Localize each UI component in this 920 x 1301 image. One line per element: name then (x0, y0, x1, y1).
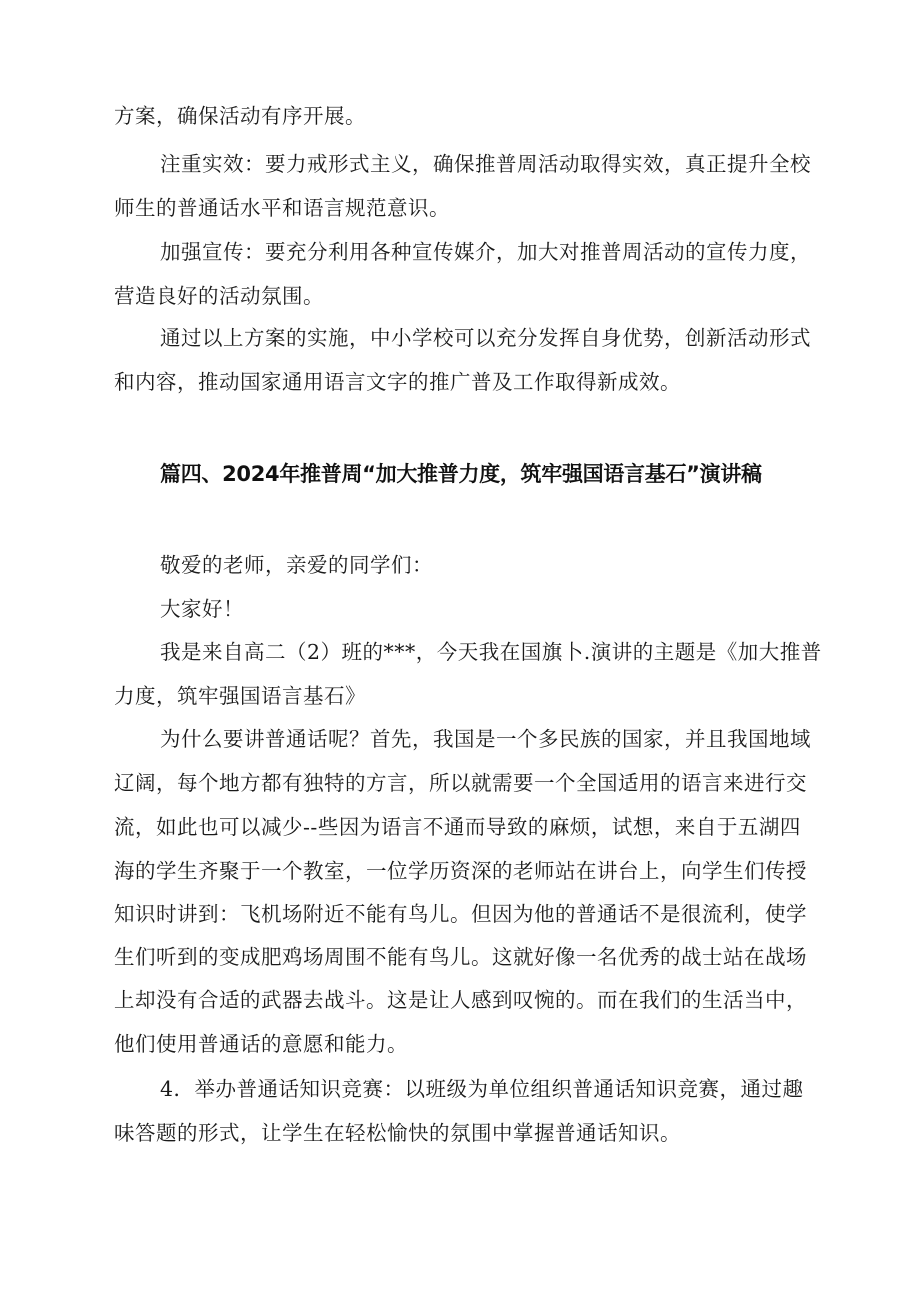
paragraph-line: 他们使用普通话的意愿和能力。 (114, 1032, 408, 1056)
paragraph-line: 海的学生齐聚于一个教室，一位学历资深的老师站在讲台上，向学生们传授 (114, 859, 807, 883)
paragraph-line: 营造良好的活动氛围。 (114, 284, 324, 308)
paragraph-line: 辽阔，每个地方都有独特的方言，所以就需要一个全国适用的语言来进行交 (114, 771, 807, 795)
paragraph-line: 生们听到的变成肥鸡场周围不能有鸟儿。这就好像一名优秀的战士站在战场 (114, 945, 807, 969)
paragraph-line: 注重实效：要力戒形式主义，确保推普周活动取得实效，真正提升全校 (160, 152, 811, 176)
paragraph-line: 师生的普通话水平和语言规范意识。 (114, 196, 450, 220)
paragraph-line: 通过以上方案的实施，中小学校可以充分发挥自身优势，创新活动形式 (160, 326, 811, 350)
paragraph-line: 加强宣传：要充分利用各种宣传媒介，加大对推普周活动的宣传力度， (160, 240, 811, 264)
paragraph-line: 知识时讲到：飞机场附近不能有鸟儿。但因为他的普通话不是很流利，使学 (114, 902, 807, 926)
paragraph-line: 和内容，推动国家通用语言文字的推广普及工作取得新成效。 (114, 370, 681, 394)
paragraph-line: 4．举办普通话知识竞赛：以班级为单位组织普通话知识竞赛，通过趣 (160, 1077, 804, 1101)
paragraph-line: 大家好！ (160, 597, 244, 621)
paragraph-line: 味答题的形式，让学生在轻松愉快的氛围中掌握普通话知识。 (114, 1121, 681, 1145)
paragraph-line: 力度，筑牢强国语言基石》 (114, 684, 366, 708)
section-heading: 篇四、2024年推普周“加大推普力度，筑牢强国语言基石”演讲稿 (160, 462, 762, 486)
paragraph-line: 为什么要讲普通话呢？首先，我国是一个多民族的国家，并且我国地域 (160, 727, 811, 751)
paragraph-line: 我是来自高二（2）班的***，今天我在国旗卜.演讲的主题是《加大推普 (160, 640, 822, 664)
paragraph-line: 流，如此也可以减少--些因为语言不通而导致的麻烦，试想，来自于五湖四 (114, 815, 801, 839)
paragraph-line: 上却没有合适的武器去战斗。这是让人感到叹惋的。而在我们的生活当中， (114, 988, 807, 1012)
paragraph-line: 方案，确保活动有序开展。 (114, 104, 366, 128)
paragraph-line: 敬爱的老师，亲爱的同学们： (160, 553, 433, 577)
